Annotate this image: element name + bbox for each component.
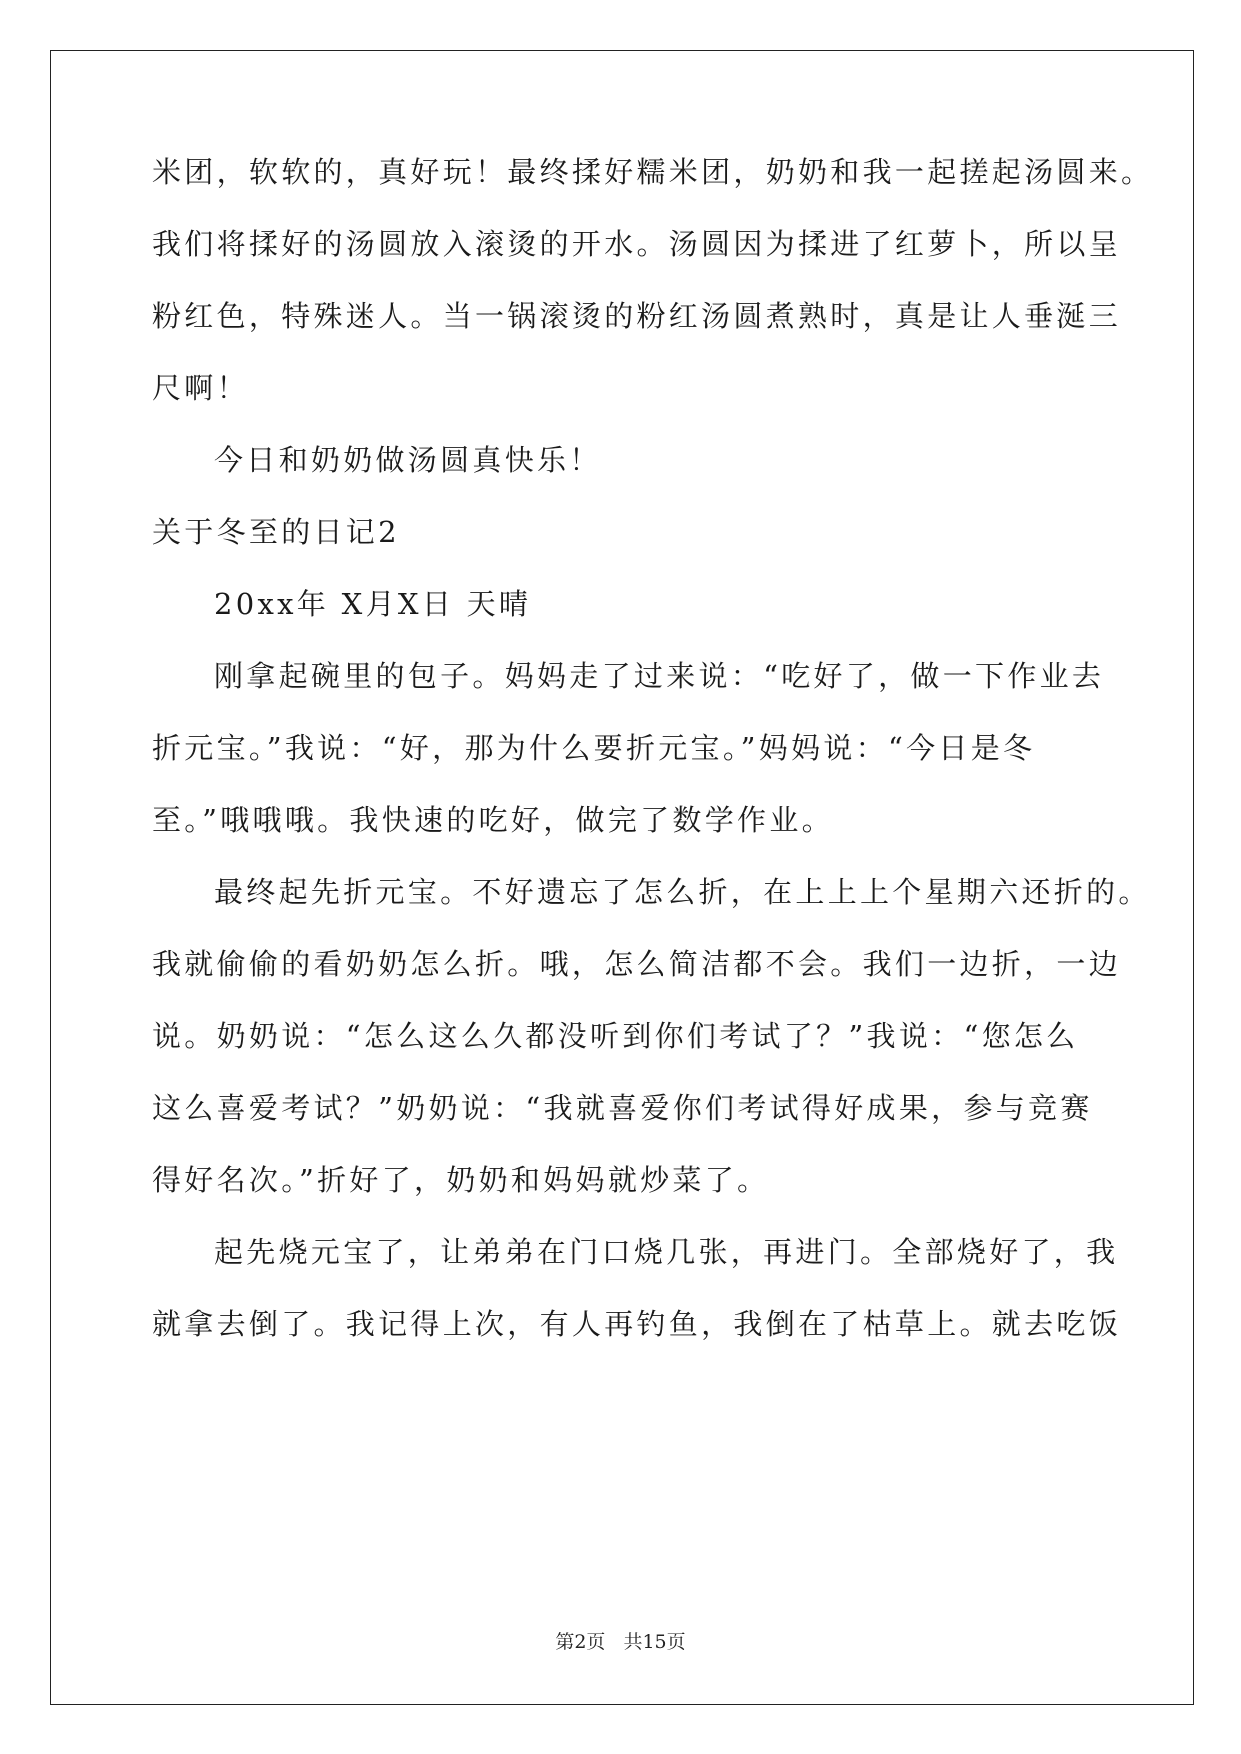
page-number: 第2页 [555,1631,606,1653]
section-heading: 关于冬至的日记2 [152,515,400,549]
body-line-11: 最终起先折元宝。不好遗忘了怎么折，在上上上个星期六还折的。 [214,875,1151,909]
body-line-8: 刚拿起碗里的包子。妈妈走了过来说：“吃好了，做一下作业去 [214,659,1105,693]
body-line-16: 起先烧元宝了，让弟弟在门口烧几张，再进门。全部烧好了，我 [214,1235,1119,1269]
body-line-1: 米团，软软的，真好玩！最终揉好糯米团，奶奶和我一起搓起汤圆来。 [152,155,1154,189]
body-line-4: 尺啊！ [152,371,249,405]
body-line-15: 得好名次。”折好了，奶奶和妈妈就炒菜了。 [152,1163,770,1197]
body-line-3: 粉红色，特殊迷人。当一锅滚烫的粉红汤圆煮熟时，真是让人垂涎三 [152,299,1122,333]
page-total: 共15页 [623,1631,686,1653]
body-line-13: 说。奶奶说：“怎么这么久都没听到你们考试了？”我说：“您怎么 [152,1019,1079,1053]
page-footer [0,1630,1241,1654]
body-line-2: 我们将揉好的汤圆放入滚烫的开水。汤圆因为揉进了红萝卜，所以呈 [152,227,1122,261]
body-line-5: 今日和奶奶做汤圆真快乐！ [214,443,602,477]
body-line-12: 我就偷偷的看奶奶怎么折。哦，怎么简洁都不会。我们一边折，一边 [152,947,1122,981]
diary-date-line: 20xx年 X月X日 天晴 [214,587,532,621]
body-line-10: 至。”哦哦哦。我快速的吃好，做完了数学作业。 [152,803,834,837]
body-line-14: 这么喜爱考试？”奶奶说：“我就喜爱你们考试得好成果，参与竞赛 [152,1091,1093,1125]
body-line-17: 就拿去倒了。我记得上次，有人再钓鱼，我倒在了枯草上。就去吃饭 [152,1307,1122,1341]
body-line-9: 折元宝。”我说：“好，那为什么要折元宝。”妈妈说：“今日是冬 [152,731,1036,765]
